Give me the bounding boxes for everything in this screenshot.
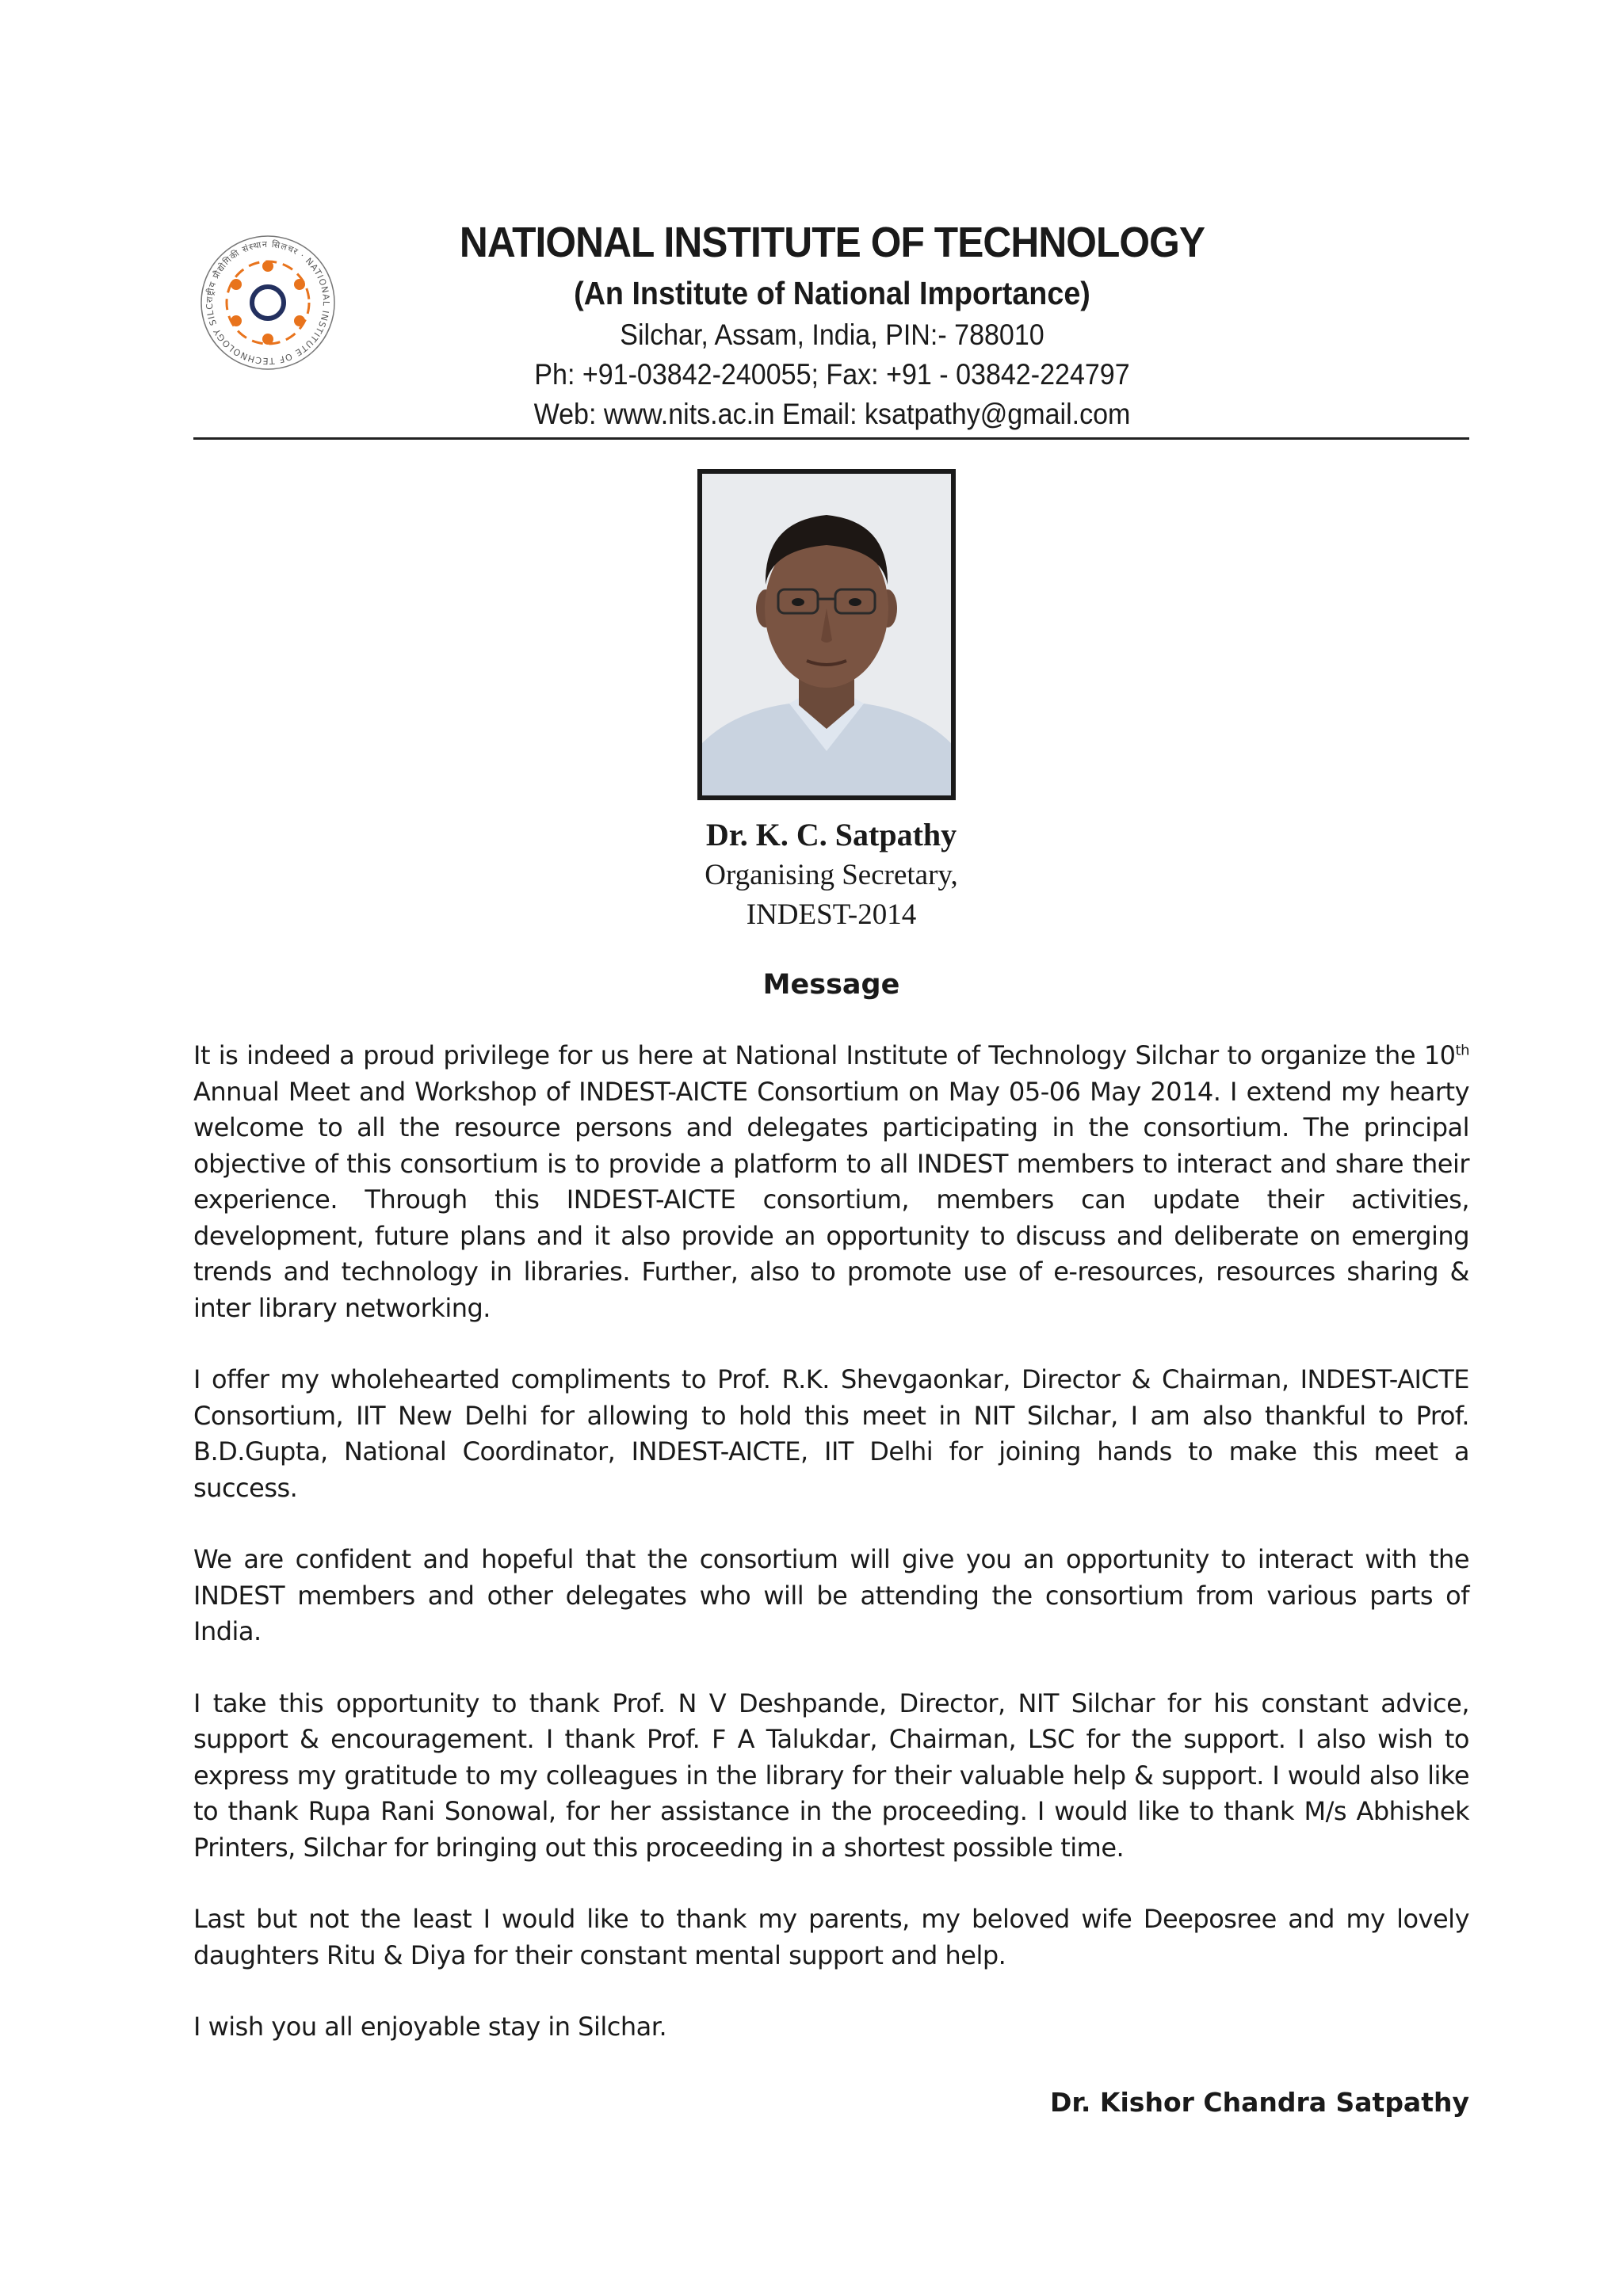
- institute-subtitle: (An Institute of National Importance): [574, 275, 1090, 311]
- letterhead: [349, 214, 1316, 434]
- institute-phone-fax: Ph: +91-03842-240055; Fax: +91 - 03842-224797: [534, 358, 1130, 391]
- institute-web-email: Web: www.nits.ac.in Email: ksatpathy@gmail.com: [533, 398, 1131, 430]
- institute-address: Silchar, Assam, India, PIN:- 788010: [620, 318, 1044, 351]
- message-heading: Message: [762, 969, 900, 1001]
- message-paragraph-1: [193, 1038, 1469, 1326]
- message-body: [193, 1038, 1469, 2081]
- message-paragraph-6: I wish you all enjoyable stay in Silchar.: [193, 2012, 667, 2042]
- paragraph-1-text-b: Annual Meet and Workshop of INDEST-AICTE Consortium on May 05-06 May 2014. I extend my hearty welcome to all the resource persons and delegates participating in the consortium. The principal objective of this consortium is to provide a platform to all INDEST members to interact and share their experience. Through this INDEST-AICTE consortium, members can update their activities, development, future plans and it also provide an opportunity to discuss and deliberate on emerging trends and technology in libraries. Further, also to promote use of e-resources, resources sharing & inter library networking.: [193, 1076, 1469, 1323]
- institute-logo-graphic: [197, 231, 339, 374]
- person-block: [574, 814, 1089, 935]
- person-role: Organising Secretary,: [705, 859, 958, 891]
- institute-logo: [197, 231, 339, 374]
- message-paragraph-2: I offer my wholehearted compliments to Prof. R.K. Shevgaonkar, Director & Chairman, INDEST-AICTE Consortium, IIT New Delhi for allowing to hold this meet in NIT Silchar, I am also thankful to Prof. B.D.Gupta, National Coordinator, INDEST-AICTE, IIT Delhi for joining hands to make this meet a success.: [193, 1364, 1469, 1503]
- person-event: INDEST-2014: [746, 898, 917, 931]
- paragraph-1-text-a: It is indeed a proud privilege for us here at National Institute of Technology Silchar to organize the 10: [193, 1040, 1456, 1070]
- svg-text:राष्ट्रीय प्रौद्योगिकी संस्थान: राष्ट्रीय प्रौद्योगिकी संस्थान सिलचर · NATIONAL INSTITUTE OF TECHNOLOGY SILC: [204, 238, 332, 367]
- institute-name: NATIONAL INSTITUTE OF TECHNOLOGY: [459, 219, 1205, 266]
- portrait-illustration: [702, 474, 951, 795]
- ordinal-superscript: th: [1455, 1042, 1469, 1059]
- message-paragraph-4: I take this opportunity to thank Prof. N V Deshpande, Director, NIT Silchar for his constant advice, support & encouragement. I thank Prof. F A Talukdar, Chairman, LSC for the support. I also wish to express my gratitude to my colleagues in the library for their valuable help & support. I would also like to thank Rupa Rani Sonowal, for her assistance in the proceeding. I would like to thank M/s Abhishek Printers, Silchar for bringing out this proceeding in a shortest possible time.: [193, 1688, 1469, 1863]
- portrait-photo: [697, 469, 956, 800]
- header-divider: [193, 437, 1469, 440]
- message-paragraph-3: We are confident and hopeful that the consortium will give you an opportunity to interact with the INDEST members and other delegates who will be attending the consortium from various parts of India.: [193, 1544, 1469, 1646]
- person-name: Dr. K. C. Satpathy: [705, 817, 957, 852]
- message-paragraph-5: Last but not the least I would like to thank my parents, my beloved wife Deeposree and my lovely daughters Ritu & Diya for their constant mental support and help.: [193, 1904, 1469, 1970]
- signature-name: Dr. Kishor Chandra Satpathy: [1049, 2087, 1469, 2118]
